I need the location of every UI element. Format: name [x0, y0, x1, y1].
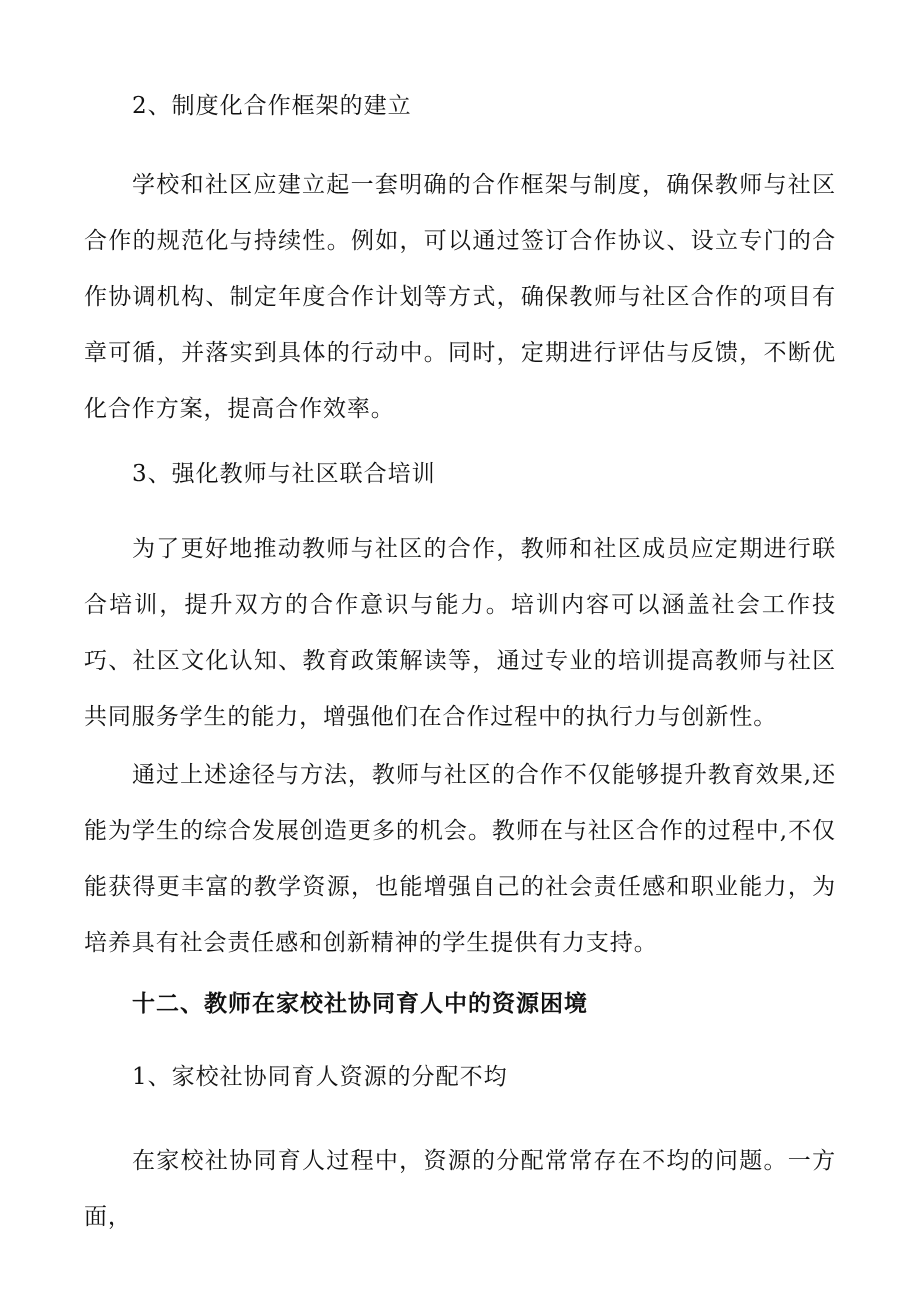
- section-3-paragraph: 为了更好地推动教师与社区的合作，教师和社区成员应定期进行联合培训，提升双方的合作意识与能力。培训内容可以涵盖社会工作技巧、社区文化认知、教育政策解读等，通过专业的培训提高教师与社区共同服务学生的能力，增强他们在合作过程中的执行力与创新性。: [84, 536, 836, 730]
- section-2-paragraph: 学校和社区应建立起一套明确的合作框架与制度，确保教师与社区合作的规范化与持续性。例如，可以通过签订合作协议、设立专门的合作协调机构、制定年度合作计划等方式，确保教师与社区合作的项目有章可循，并落实到具体的行动中。同时，定期进行评估与反馈，不断优化合作方案，提高合作效率。: [84, 172, 836, 422]
- summary-paragraph: 通过上述途径与方法，教师与社区的合作不仅能够提升教育效果,还能为学生的综合发展创造更多的机会。教师在与社区合作的过程中,不仅能获得更丰富的教学资源，也能增强自己的社会责任感和职业能力，为培养具有社会责任感和创新精神的学生提供有力支持。: [84, 762, 836, 956]
- chapter-12-heading: 十二、教师在家校社协同育人中的资源困境: [132, 990, 588, 1017]
- subsection-1-heading: 1、家校社协同育人资源的分配不均: [132, 1064, 508, 1090]
- section-2-heading: 2、制度化合作框架的建立: [132, 93, 412, 119]
- section-3-heading: 3、强化教师与社区联合培训: [132, 461, 436, 487]
- subsection-1-paragraph: 在家校社协同育人过程中，资源的分配常常存在不均的问题。一方面，: [84, 1148, 836, 1230]
